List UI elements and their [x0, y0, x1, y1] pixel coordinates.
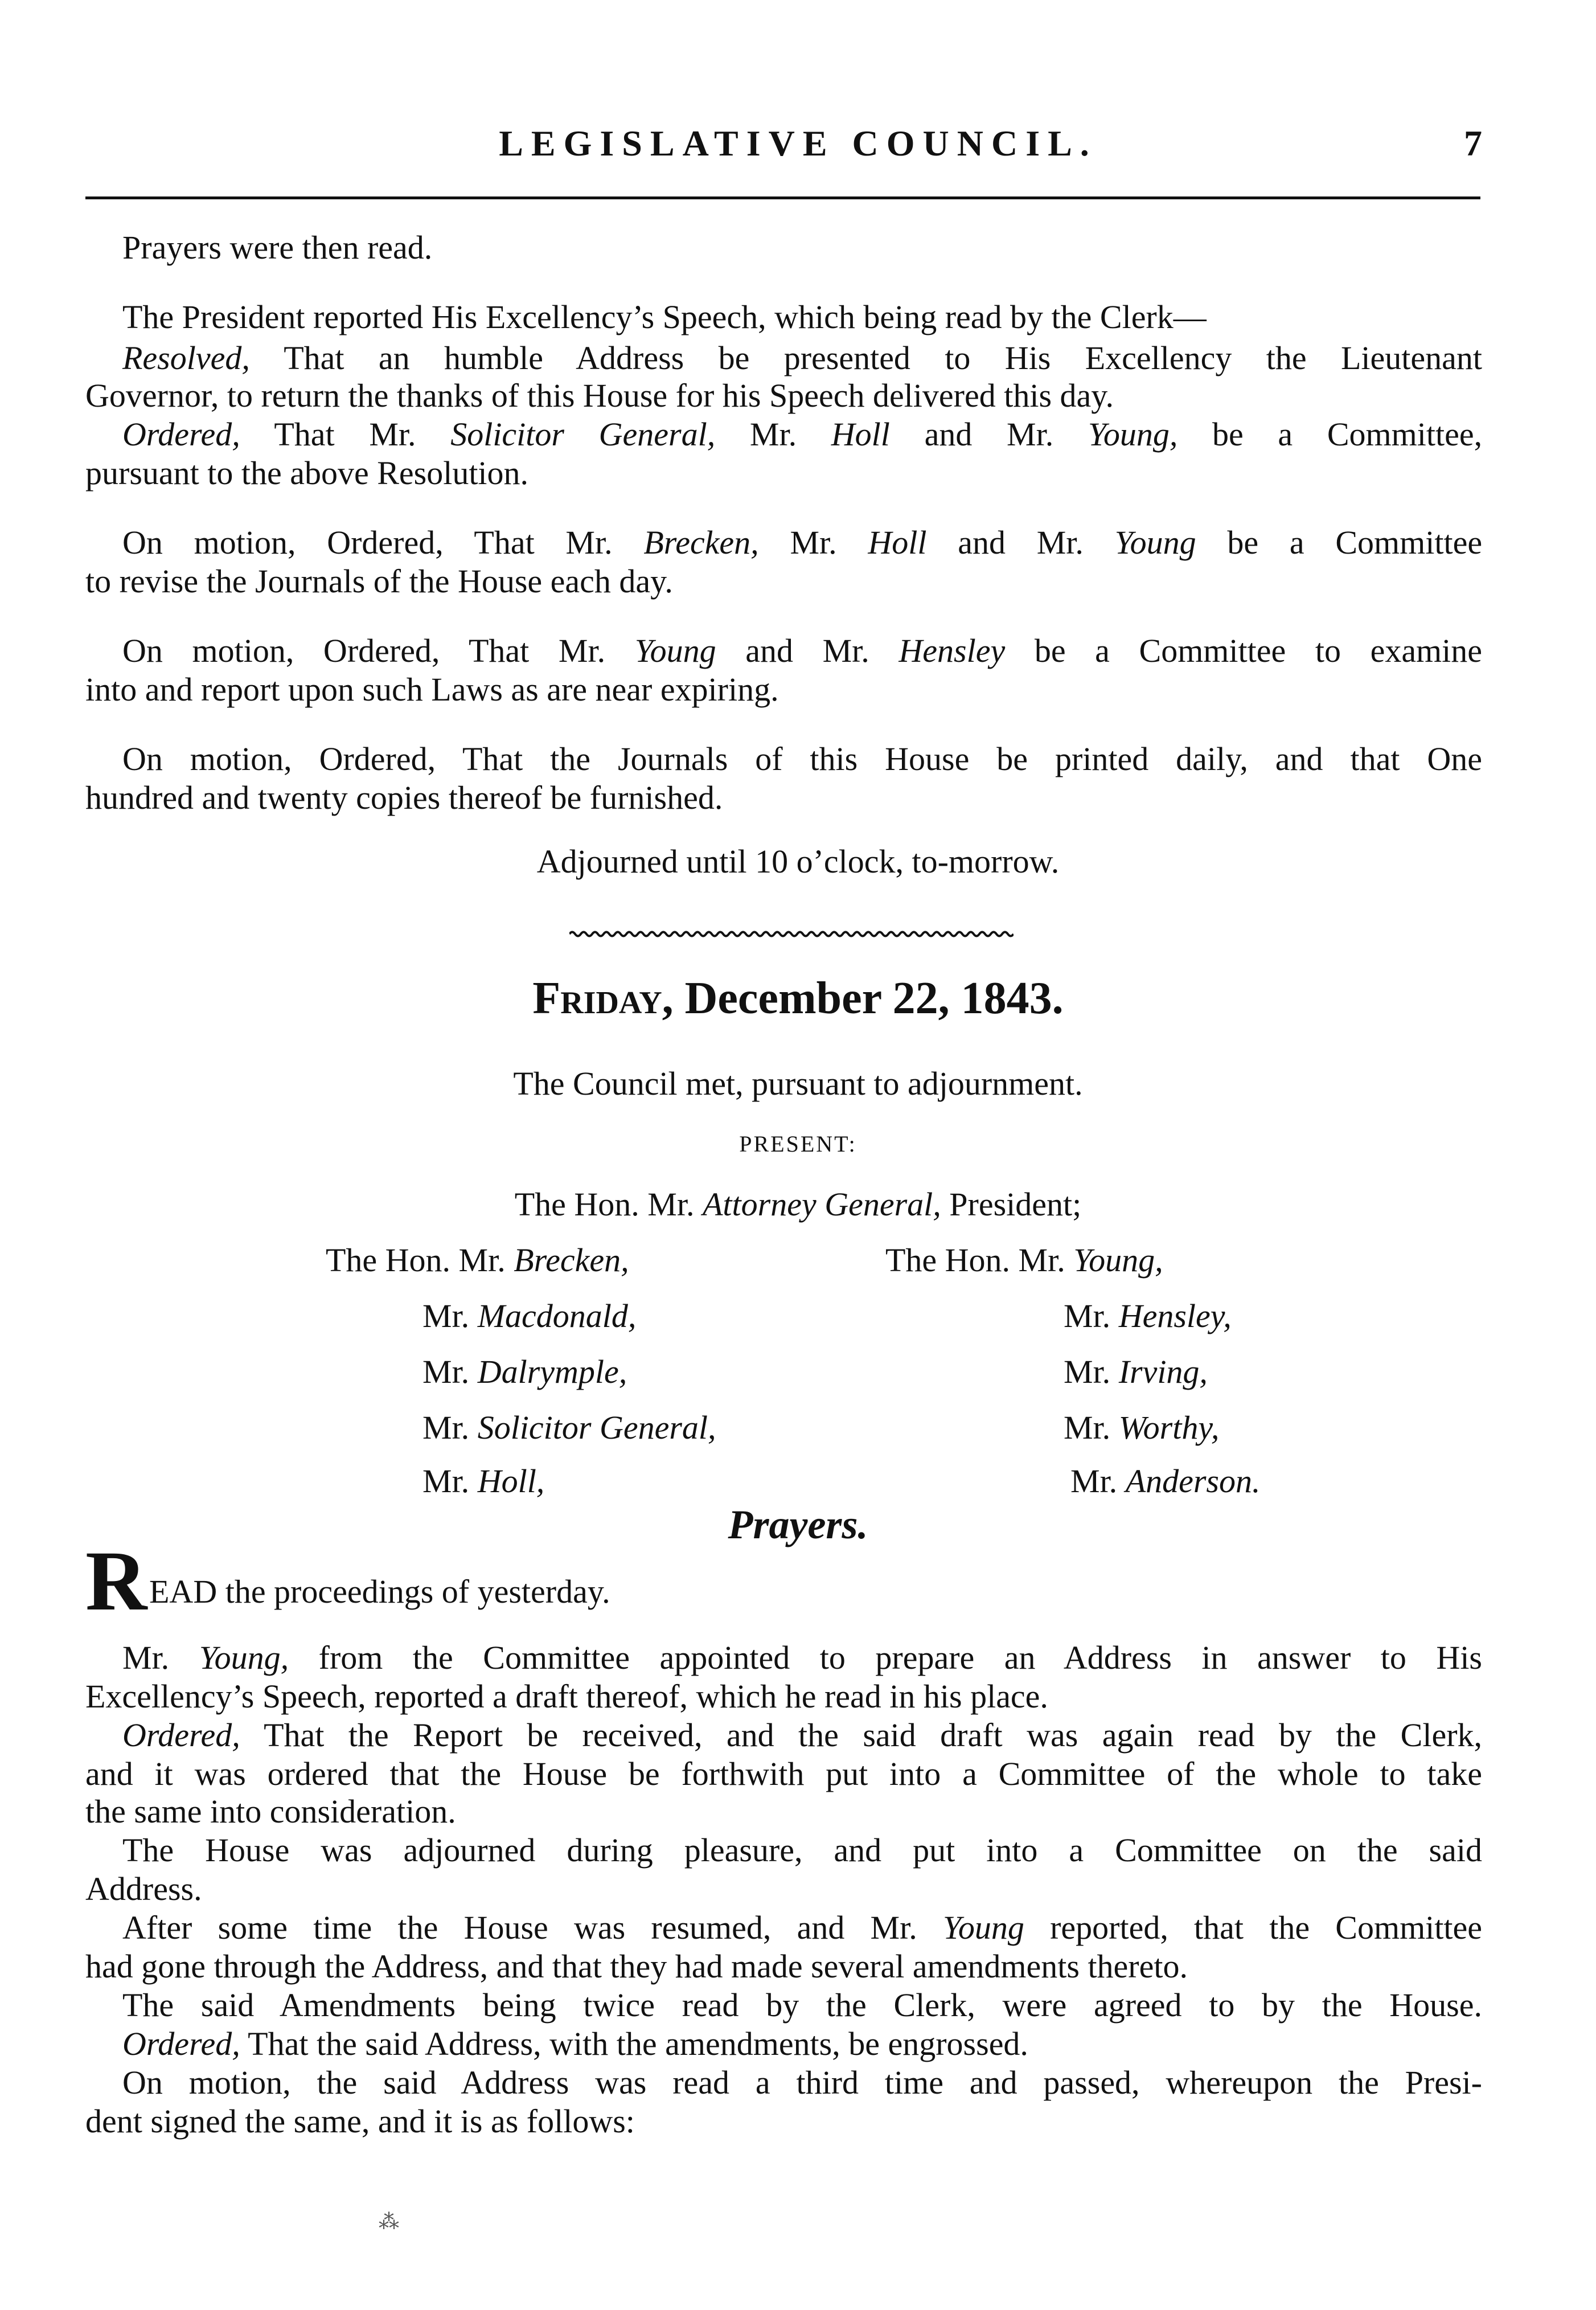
president-line	[0, 1185, 1596, 1224]
member-left-2	[422, 1296, 636, 1336]
member-left-5	[422, 1461, 544, 1501]
member-prefix: Mr.	[1070, 1463, 1118, 1500]
third-reading-line-1: On motion, the said Address was read a third time and passed, whereupon the Presi-	[122, 2064, 1482, 2101]
president-name: Attorney General,	[702, 1186, 941, 1223]
member-right-1	[885, 1240, 1163, 1280]
text-fragment: and Mr.	[745, 632, 869, 669]
member-name: Young	[1114, 524, 1196, 561]
header-rule	[85, 196, 1480, 199]
young-report-line-2: Excellency’s Speech, reported a draft thereof, which he read in his place.	[85, 1678, 1048, 1715]
third-reading-line-2: dent signed the same, and it is as follows:	[85, 2103, 635, 2140]
text-fragment: be a Committee	[1227, 524, 1483, 561]
resolved-label: Resolved,	[122, 339, 250, 376]
ordered-engrossed-line	[122, 2024, 1028, 2064]
member-prefix: Mr.	[422, 1463, 470, 1500]
resolved-line-2: Governor, to return the thanks of this House for his Speech delivered this day.	[85, 377, 1114, 414]
amendments-line: The said Amendments being twice read by the Clerk, were agreed to by the House.	[122, 1987, 1482, 2024]
motion-journals-line-1	[122, 523, 1482, 563]
member-name: Young,	[199, 1639, 289, 1676]
member-name: Young,	[1088, 416, 1178, 453]
ordered-report-line-2: and it was ordered that the House be forthwith put into a Committee of the whole to take	[85, 1755, 1482, 1792]
session-date-heading	[0, 973, 1596, 1025]
young-report-line-1	[122, 1638, 1482, 1678]
member-right-4	[1064, 1408, 1219, 1448]
member-name: Solicitor General,	[450, 416, 716, 453]
house-adjourned-line-1: The House was adjourned during pleasure, and put into a Committee on the said	[122, 1832, 1482, 1869]
text-fragment: After some time the House was resumed, and Mr.	[122, 1909, 917, 1946]
text-fragment: and Mr.	[958, 524, 1084, 561]
member-name: Dalrymple,	[477, 1353, 627, 1390]
prayers-read-line: Prayers were then read.	[122, 229, 433, 266]
text-fragment: That the said Address, with the amendments, be engrossed.	[248, 2025, 1028, 2062]
motion-journals-line-2: to revise the Journals of the House each day.	[85, 563, 673, 600]
resolved-line-1	[122, 338, 1482, 378]
text-fragment: reported, that the Committee	[1050, 1909, 1483, 1946]
member-prefix: Mr.	[1064, 1353, 1111, 1390]
member-name: Hensley,	[1118, 1297, 1232, 1334]
member-name: Holl	[831, 416, 890, 453]
text-fragment: be a Committee,	[1212, 416, 1483, 453]
adjourned-line: Adjourned until 10 o’clock, to-morrow.	[536, 843, 1060, 880]
text-fragment: On motion, Ordered, That Mr.	[122, 524, 613, 561]
text-fragment: from the Committee appointed to prepare an Address in answer to His	[318, 1639, 1483, 1676]
member-name: Young	[942, 1909, 1024, 1946]
prayers-heading: Prayers.	[728, 1502, 868, 1547]
member-prefix: Mr.	[422, 1409, 470, 1446]
member-name: Hensley	[898, 632, 1006, 669]
ordered-label: Ordered,	[122, 2025, 240, 2062]
resumed-line-2: had gone through the Address, and that they had made several amendments thereto.	[85, 1948, 1188, 1985]
present-label: PRESENT:	[739, 1131, 857, 1157]
motion-print-line-1: On motion, Ordered, That the Journals of this House be printed daily, and that One	[122, 740, 1482, 777]
text-fragment: Mr.	[122, 1639, 170, 1676]
text-fragment: Mr.	[790, 524, 837, 561]
member-left-1	[326, 1240, 629, 1280]
member-name: Brecken,	[514, 1242, 629, 1279]
running-title: LEGISLATIVE COUNCIL.	[499, 123, 1097, 163]
text-fragment: and Mr.	[924, 416, 1054, 453]
member-right-2	[1064, 1296, 1232, 1336]
member-name: Macdonald,	[477, 1297, 637, 1334]
member-name: Worthy,	[1118, 1409, 1220, 1446]
text-fragment: That the Report be received, and the said draft was again read by the Clerk,	[264, 1717, 1483, 1754]
member-name: Irving,	[1118, 1353, 1208, 1390]
text-fragment: President;	[949, 1186, 1082, 1223]
session-date: December 22, 1843.	[684, 973, 1064, 1023]
read-proceedings-line: EAD the proceedings of yesterday.	[149, 1573, 610, 1610]
motion-print-line-2: hundred and twenty copies thereof be furnished.	[85, 779, 723, 816]
ornamental-rule	[569, 930, 1014, 938]
text-fragment: That Mr.	[274, 416, 416, 453]
ordered-committee-line-1	[122, 415, 1482, 454]
member-prefix: Mr.	[422, 1297, 470, 1334]
member-prefix: Mr.	[422, 1353, 470, 1390]
member-name: Solicitor General,	[477, 1409, 716, 1446]
member-right-3	[1064, 1352, 1208, 1392]
member-name: Brecken,	[643, 524, 759, 561]
ordered-label: Ordered,	[122, 1717, 240, 1754]
house-adjourned-line-2: Address.	[85, 1870, 202, 1907]
text-fragment: be a Committee to examine	[1034, 632, 1483, 669]
ordered-report-line-1	[122, 1715, 1482, 1755]
ordered-committee-line-2: pursuant to the above Resolution.	[85, 454, 529, 492]
member-prefix: Mr.	[1064, 1409, 1111, 1446]
member-name: Young	[634, 632, 716, 669]
wavy-rule-icon	[569, 930, 1014, 938]
member-prefix: The Hon. Mr.	[885, 1242, 1065, 1279]
drop-cap: R	[85, 1534, 147, 1628]
session-day: Friday,	[532, 973, 674, 1023]
member-name: Holl,	[477, 1463, 545, 1500]
member-name: Holl	[868, 524, 927, 561]
resumed-line-1	[122, 1908, 1482, 1948]
member-prefix: Mr.	[1064, 1297, 1111, 1334]
member-prefix: The Hon. Mr.	[326, 1242, 506, 1279]
member-right-5	[1070, 1461, 1261, 1501]
speech-reported-line: The President reported His Excellency’s Speech, which being read by the Clerk—	[122, 298, 1207, 335]
motion-laws-line-2: into and report upon such Laws as are near expiring.	[85, 671, 779, 708]
member-name: Anderson.	[1125, 1463, 1261, 1500]
text-fragment: Mr.	[749, 416, 797, 453]
resolved-text: That an humble Address be presented to His Excellency the Lieutenant	[284, 339, 1482, 376]
council-met-line: The Council met, pursuant to adjournment.	[513, 1065, 1083, 1102]
text-fragment: On motion, Ordered, That Mr.	[122, 632, 606, 669]
printer-speck-icon: ⁂	[379, 2210, 399, 2233]
member-name: Young,	[1073, 1242, 1163, 1279]
page-number: 7	[1464, 123, 1482, 163]
ordered-report-line-3: the same into consideration.	[85, 1793, 456, 1830]
member-left-3	[422, 1352, 627, 1392]
text-fragment: The Hon. Mr.	[514, 1186, 695, 1223]
motion-laws-line-1	[122, 631, 1482, 671]
member-left-4	[422, 1408, 716, 1448]
ordered-label: Ordered,	[122, 416, 240, 453]
